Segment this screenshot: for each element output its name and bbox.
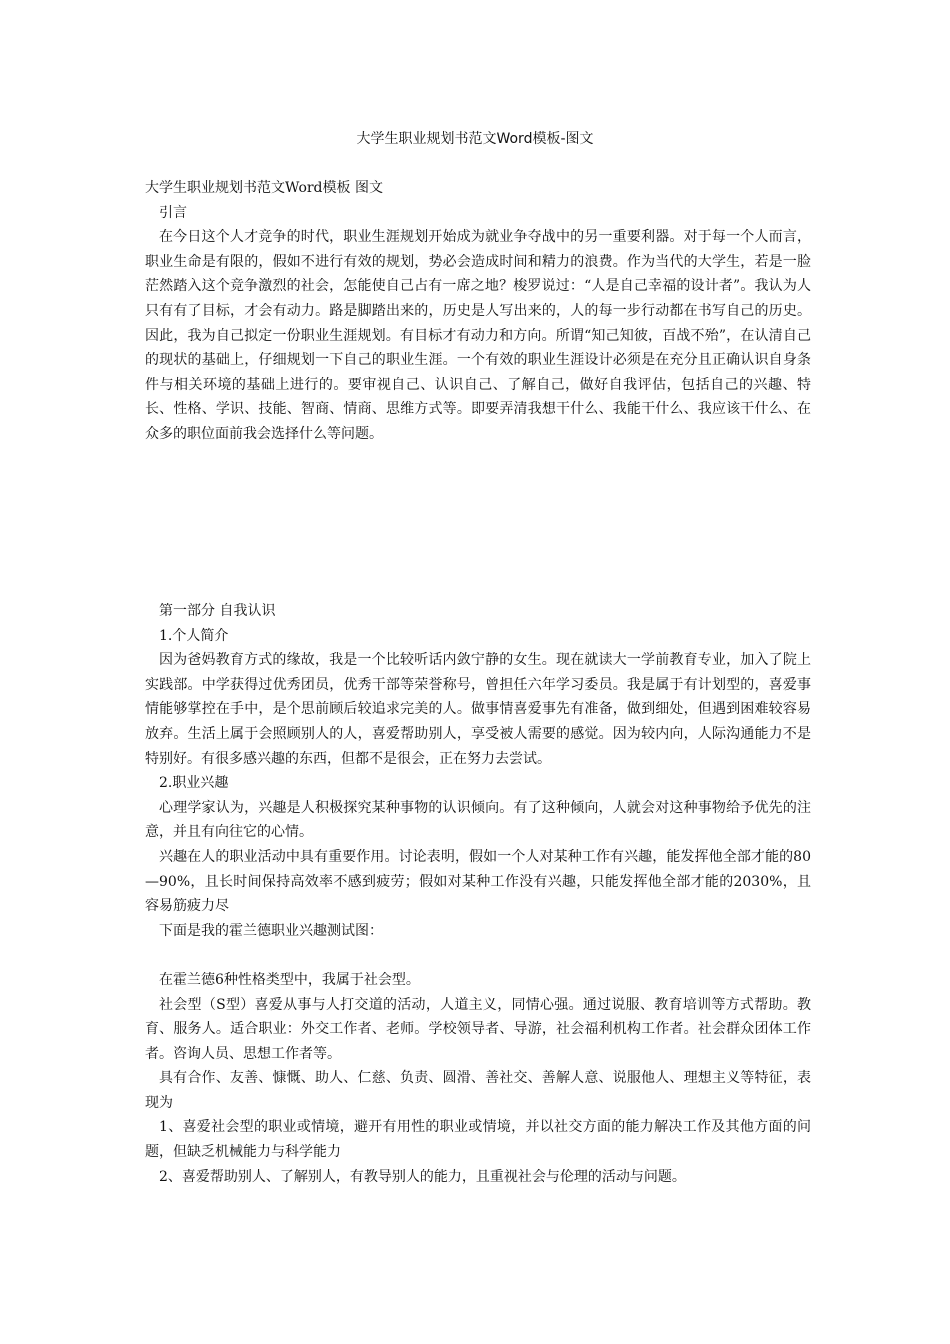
section2-heading: 2.职业兴趣 (159, 775, 229, 792)
document-subtitle: 大学生职业规划书范文Word模板 图文 (145, 180, 383, 196)
intro-block (145, 176, 811, 447)
holland-paragraph-2: 社会型（S型）喜爱从事与人打交道的活动，人道主义，同情心强。通过说服、教育培训等方式帮助。教育、服务人。适合职业：外交工作者、老师。学校领导者、导游，社会福利机构工作者。社会群众团体工作者。咨询人员、思想工作者等。 (145, 996, 811, 1062)
self-awareness-block (145, 599, 811, 1189)
section2-paragraph-2: 兴趣在人的职业活动中具有重要作用。讨论表明，假如一个人对某种工作有兴趣，能发挥他全部才能的80—90%，且长时间保持高效率不感到疲劳；假如对某种工作没有兴趣，只能发挥他全部才能的2030%，且容易筋疲力尽 (145, 848, 811, 915)
trait-item-1: 1、喜爱社会型的职业或情境，避开有用性的职业或情境，并以社交方面的能力解决工作及其他方面的问题，但缺乏机械能力与科学能力 (145, 1119, 811, 1161)
section2-paragraph-1: 心理学家认为，兴趣是人积极探究某种事物的认识倾向。有了这种倾向，人就会对这种事物给予优先的注意，并且有向往它的心情。 (145, 799, 811, 841)
part1-heading: 第一部分 自我认识 (159, 603, 276, 619)
intro-heading: 引言 (159, 204, 187, 221)
chart-placeholder-gap (145, 943, 811, 968)
section1-paragraph: 因为爸妈教育方式的缘故，我是一个比较听话内敛宁静的女生。现在就读大一学前教育专业，加入了院上实践部。中学获得过优秀团员，优秀干部等荣誉称号，曾担任六年学习委员。我是属于有计划型的，喜爱事情能够掌控在手中，是个思前顾后较追求完美的人。做事情喜爱事先有准备，做到细处，但遇到困难较容易放弃。生活上属于会照顾别人的人，喜爱帮助别人，享受被人需要的感觉。因为较内向，人际沟通能力不是特别好。有很多感兴趣的东西，但都不是很会，正在努力去尝试。 (145, 652, 811, 767)
document-header-title: 大学生职业规划书范文Word模板-图文 (356, 131, 594, 147)
section1-heading: 1.个人简介 (159, 627, 229, 644)
holland-paragraph-1: 在霍兰德6种性格类型中，我属于社会型。 (159, 971, 420, 988)
trait-item-2: 2、喜爱帮助别人、了解别人，有教导别人的能力，且重视社会与伦理的活动与问题。 (159, 1168, 686, 1185)
holland-paragraph-3: 具有合作、友善、慷慨、助人、仁慈、负责、圆滑、善社交、善解人意、说服他人、理想主义等特征，表现为 (145, 1070, 811, 1111)
intro-paragraph: 在今日这个人才竞争的时代，职业生涯规划开始成为就业争夺战中的另一重要利器。对于每一个人而言，职业生命是有限的，假如不进行有效的规划，势必会造成时间和精力的浪费。作为当代的大学生，若是一脸茫然踏入这个竞争激烈的社会，怎能使自己占有一席之地？梭罗说过：“人是自己幸福的设计者”。我认为人只有有了目标，才会有动力。路是脚踏出来的，历史是人写出来的，人的每一步行动都在书写自己的历史。因此，我为自己拟定一份职业生涯规划。有目标才有动力和方向。所谓“知己知彼，百战不殆”，在认清自己的现状的基础上，仔细规划一下自己的职业生涯。一个有效的职业生涯设计必须是在充分且正确认识自身条件与相关环境的基础上进行的。要审视自己、认识自己、了解自己，做好自我评估，包括自己的兴趣、特长、性格、学识、技能、智商、情商、思维方式等。即要弄清我想干什么、我能干什么、我应该干什么、在众多的职位面前我会选择什么等问题。 (145, 229, 811, 442)
section2-paragraph-3: 下面是我的霍兰德职业兴趣测试图： (159, 922, 383, 939)
